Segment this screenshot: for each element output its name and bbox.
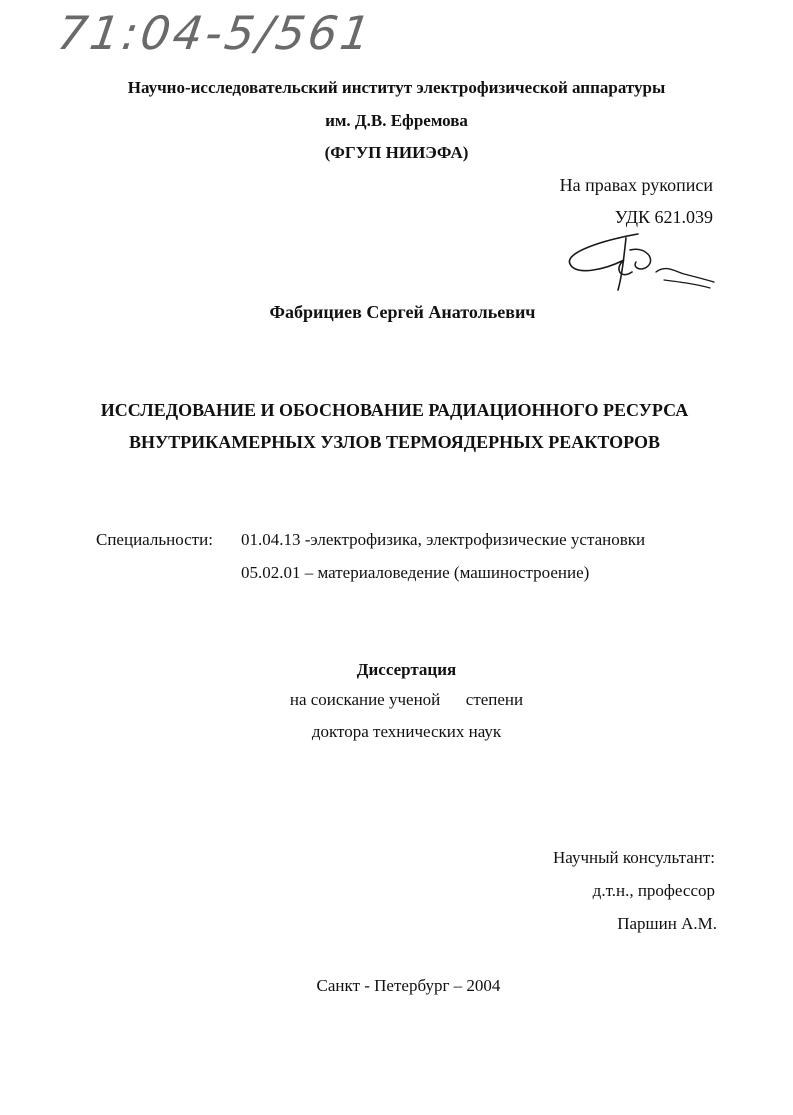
- dissertation-title-line2: ВНУТРИКАМЕРНЫХ УЗЛОВ ТЕРМОЯДЕРНЫХ РЕАКТОРОВ: [128, 432, 661, 452]
- udk-code: УДК 621.039: [614, 207, 713, 227]
- institute-name-line2: им. Д.В. Ефремова: [325, 111, 468, 130]
- consultant-name: Паршин А.М.: [617, 914, 717, 933]
- specialty-item-1: 01.04.13 -электрофизика, электрофизические установки: [241, 530, 646, 549]
- signature-image: [560, 228, 720, 298]
- consultant-degree: д.т.н., профессор: [592, 881, 715, 900]
- consultant-label: Научный консультант:: [553, 848, 715, 867]
- specialties-label: Специальности:: [96, 530, 213, 549]
- institute-abbreviation: (ФГУП НИИЭФА): [324, 143, 469, 162]
- dissertation-heading: Диссертация: [356, 660, 457, 679]
- specialty-item-2: 05.02.01 – материаловедение (машиностроение): [241, 563, 590, 582]
- archive-stamp-handwritten: 71:04-5/561: [54, 6, 377, 60]
- manuscript-rights: На правах рукописи: [559, 175, 713, 195]
- author-name: Фабрициев Сергей Анатольевич: [269, 302, 536, 322]
- institute-name: Научно-исследовательский институт электрофизической аппаратуры: [127, 78, 666, 97]
- degree-name: доктора технических наук: [311, 722, 502, 741]
- dissertation-title-line1: ИССЛЕДОВАНИЕ И ОБОСНОВАНИЕ РАДИАЦИОННОГО РЕСУРСА: [100, 400, 689, 420]
- place-and-year: Санкт - Петербург – 2004: [316, 976, 501, 995]
- degree-purpose: на соискание ученой степени: [289, 690, 524, 709]
